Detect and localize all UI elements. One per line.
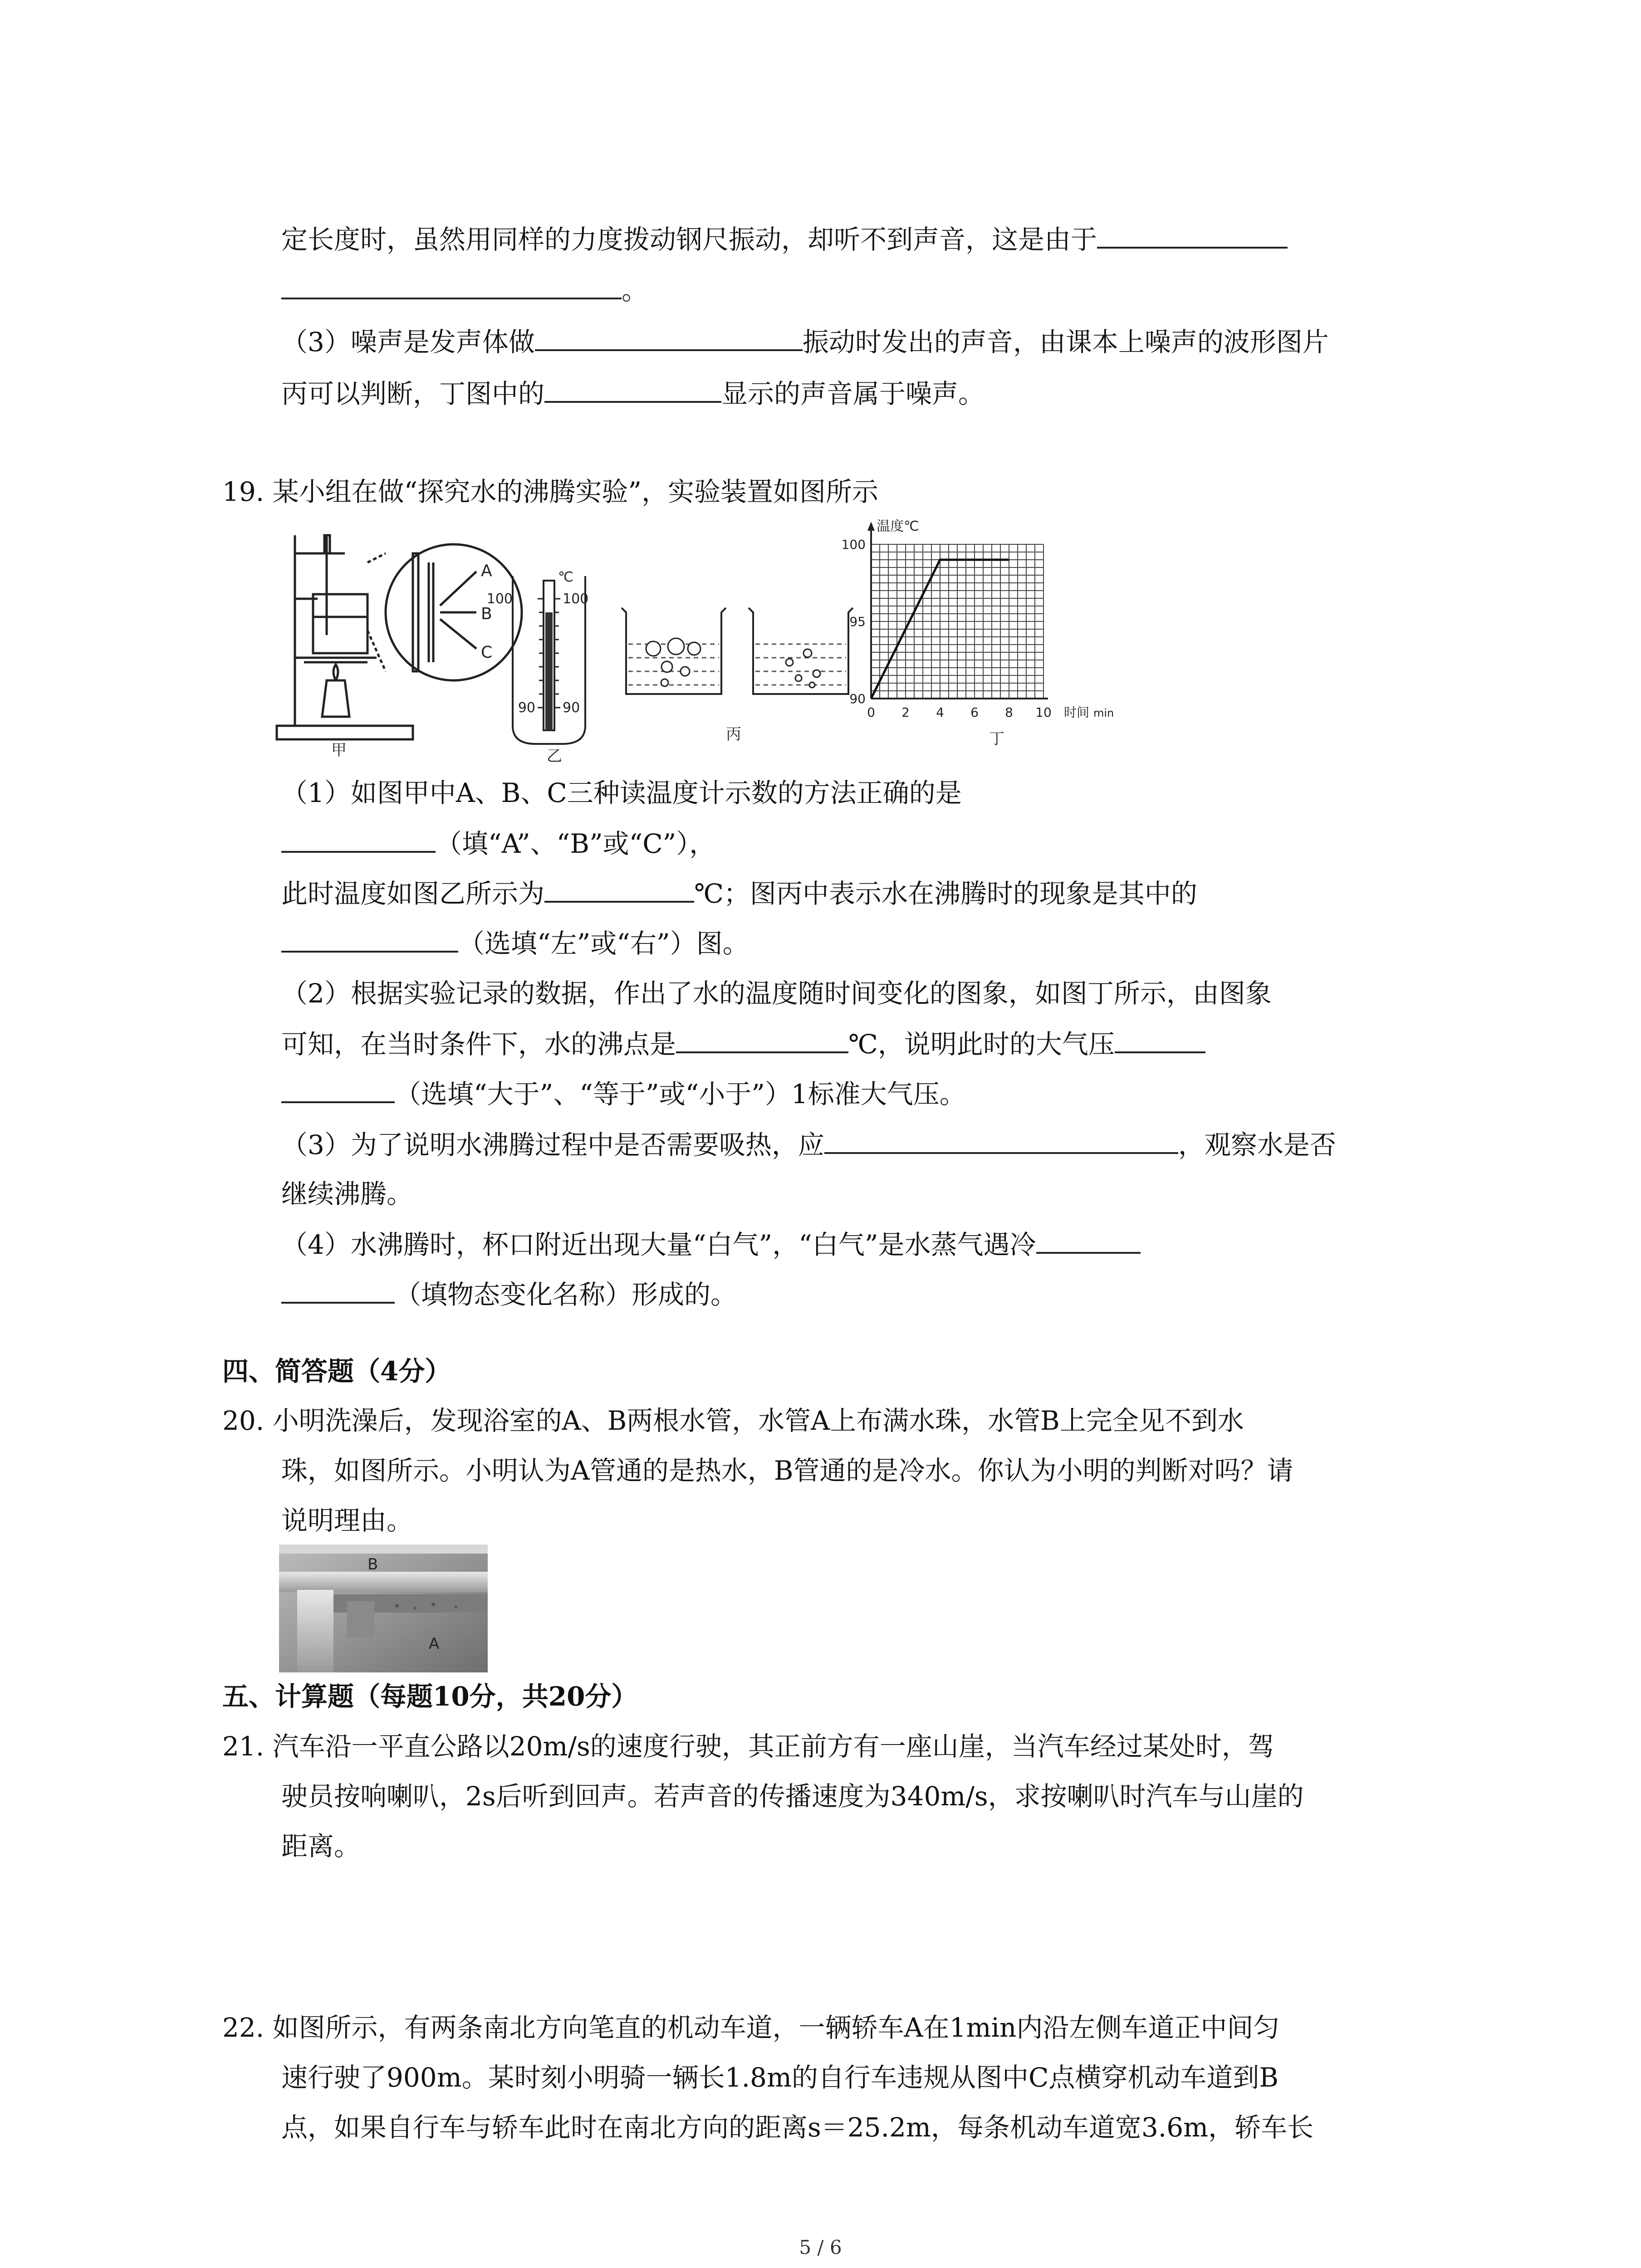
pipe-B (279, 1572, 488, 1592)
answer-blank[interactable] (824, 1127, 1178, 1154)
y-tick-label: 95 (849, 614, 866, 629)
q19-part3-line-1: （3）为了说明水沸腾过程中是否需要吸热，应 ，观察水是否 (281, 1127, 1336, 1162)
tick-90-left: 90 (518, 700, 535, 716)
tick-100-right: 100 (563, 591, 589, 607)
answer-blank[interactable] (1115, 1026, 1205, 1053)
q19-part2-line-2: 可知，在当时条件下，水的沸点是 ℃，说明此时的大气压 (281, 1026, 1205, 1061)
q19-part2-line-1: （2）根据实验记录的数据，作出了水的温度随时间变化的图象，如图丁所示，由图象 (281, 978, 1272, 1009)
caption-jia: 甲 (331, 741, 347, 759)
q19-part4-line-1: （4）水沸腾时，杯口附近出现大量“白气”，“白气”是水蒸气遇冷 (281, 1227, 1141, 1262)
mercury-column (545, 612, 553, 730)
y-tick-label: 90 (849, 691, 866, 706)
x-tick-label: 0 (867, 705, 875, 720)
label-B: B (481, 605, 492, 623)
section-4-heading: 四、简答题（4分） (222, 1356, 451, 1387)
photo-label-B: B (367, 1555, 378, 1574)
q22-line-2: 速行驶了900m。某时刻小明骑一辆长1.8m的自行车违规从图中C点横穿机动车道到B (281, 2062, 1279, 2093)
answer-blank[interactable] (535, 324, 803, 351)
q21-line-3: 距离。 (281, 1831, 361, 1862)
graph-ylabel: 温度℃ (877, 518, 919, 534)
graph-xlabel: 时间 (1064, 705, 1090, 720)
caption-yi: 乙 (547, 747, 562, 765)
answer-blank[interactable] (281, 272, 622, 299)
tick-90-right: 90 (563, 700, 580, 716)
figure-bing-beakers (617, 603, 862, 767)
q19-part1-line-1: （1）如图甲中A、B、C三种读温度计示数的方法正确的是 (281, 777, 962, 808)
beaker (313, 594, 367, 653)
q18-part3-line-1: （3）噪声是发声体做 振动时发出的声音，由课本上噪声的波形图片 (281, 324, 1329, 359)
thermometer-unit: ℃ (558, 569, 573, 585)
x-tick-label: 4 (936, 705, 944, 720)
x-tick-label: 2 (901, 705, 910, 720)
photo-label-A: A (429, 1635, 440, 1653)
answer-blank[interactable] (544, 875, 694, 903)
figure-ding-graph (835, 517, 1143, 753)
tick-100-left: 100 (486, 591, 513, 607)
page-number: 5 / 6 (799, 2236, 842, 2258)
caption-ding: 丁 (989, 730, 1004, 748)
answer-blank[interactable] (281, 826, 436, 853)
section-5-heading: 五、计算题（每题10分，共20分） (222, 1681, 638, 1712)
label-A: A (481, 562, 492, 580)
answer-blank[interactable] (544, 376, 721, 403)
stand-base (277, 726, 413, 739)
q19-part3-line-2: 继续沸腾。 (281, 1178, 413, 1209)
q20-line-3: 说明理由。 (281, 1505, 413, 1536)
q21-line-1: 21. 汽车沿一平直公路以20m/s的速度行驶，其正前方有一座山崖，当汽车经过某处时，驾 (222, 1731, 1274, 1762)
q18-part3-line-2: 丙可以判断，丁图中的 显示的声音属于噪声。 (281, 376, 985, 411)
q20-line-1: 20. 小明洗澡后，发现浴室的A、B两根水管，水管A上布满水珠，水管B上完全见不到水 (222, 1405, 1244, 1436)
q19-title: 19. 某小组在做“探究水的沸腾实验”，实验装置如图所示 (222, 476, 878, 507)
pipe-A-vertical (297, 1590, 333, 1672)
figure-jia-apparatus (277, 526, 531, 758)
answer-blank[interactable] (1097, 221, 1288, 249)
x-tick-label: 8 (1005, 705, 1013, 720)
q22-line-3: 点，如果自行车与轿车此时在南北方向的距离s＝25.2m，每条机动车道宽3.6m，轿车长 (281, 2112, 1314, 2143)
q21-line-2: 驶员按响喇叭，2s后听到回声。若声音的传播速度为340m/s，求按喇叭时汽车与山崖的 (281, 1781, 1304, 1812)
q18-line-2: 。 (281, 272, 648, 308)
answer-blank[interactable] (1036, 1227, 1141, 1254)
answer-blank[interactable] (281, 1276, 395, 1304)
y-tick-label: 100 (841, 537, 866, 552)
q19-part4-line-2: （填物态变化名称）形成的。 (281, 1276, 737, 1312)
q18-line-1: 定长度时，虽然用同样的力度拨动钢尺振动，却听不到声音，这是由于 (281, 221, 1288, 257)
q19-part1-line-4: （选填“左”或“右”）图。 (281, 925, 749, 961)
answer-blank[interactable] (281, 1076, 395, 1103)
q19-part2-line-3: （选填“大于”、“等于”或“小于”）1标准大气压。 (281, 1076, 966, 1111)
figure-yi-thermometer (486, 569, 603, 765)
x-tick-label: 6 (970, 705, 979, 720)
alcohol-lamp (322, 680, 349, 717)
q20-line-2: 珠，如图所示。小明认为A管通的是热水，B管通的是冷水。你认为小明的判断对吗？请 (281, 1455, 1293, 1486)
label-C: C (481, 643, 493, 662)
q19-part1-line-3: 此时温度如图乙所示为 ℃；图丙中表示水在沸腾时的现象是其中的 (281, 875, 1197, 911)
graph-xunit: min (1093, 707, 1114, 719)
caption-bing: 丙 (726, 725, 741, 743)
q19-part1-line-2: （填“A”、“B”或“C”）， (281, 826, 715, 861)
q20-pipes-photo (279, 1545, 488, 1672)
answer-blank[interactable] (281, 925, 458, 953)
answer-blank[interactable] (676, 1026, 848, 1053)
q22-line-1: 22. 如图所示，有两条南北方向笔直的机动车道，一辆轿车A在1min内沿左侧车道正中间匀 (222, 2012, 1280, 2043)
x-tick-label: 10 (1035, 705, 1052, 720)
